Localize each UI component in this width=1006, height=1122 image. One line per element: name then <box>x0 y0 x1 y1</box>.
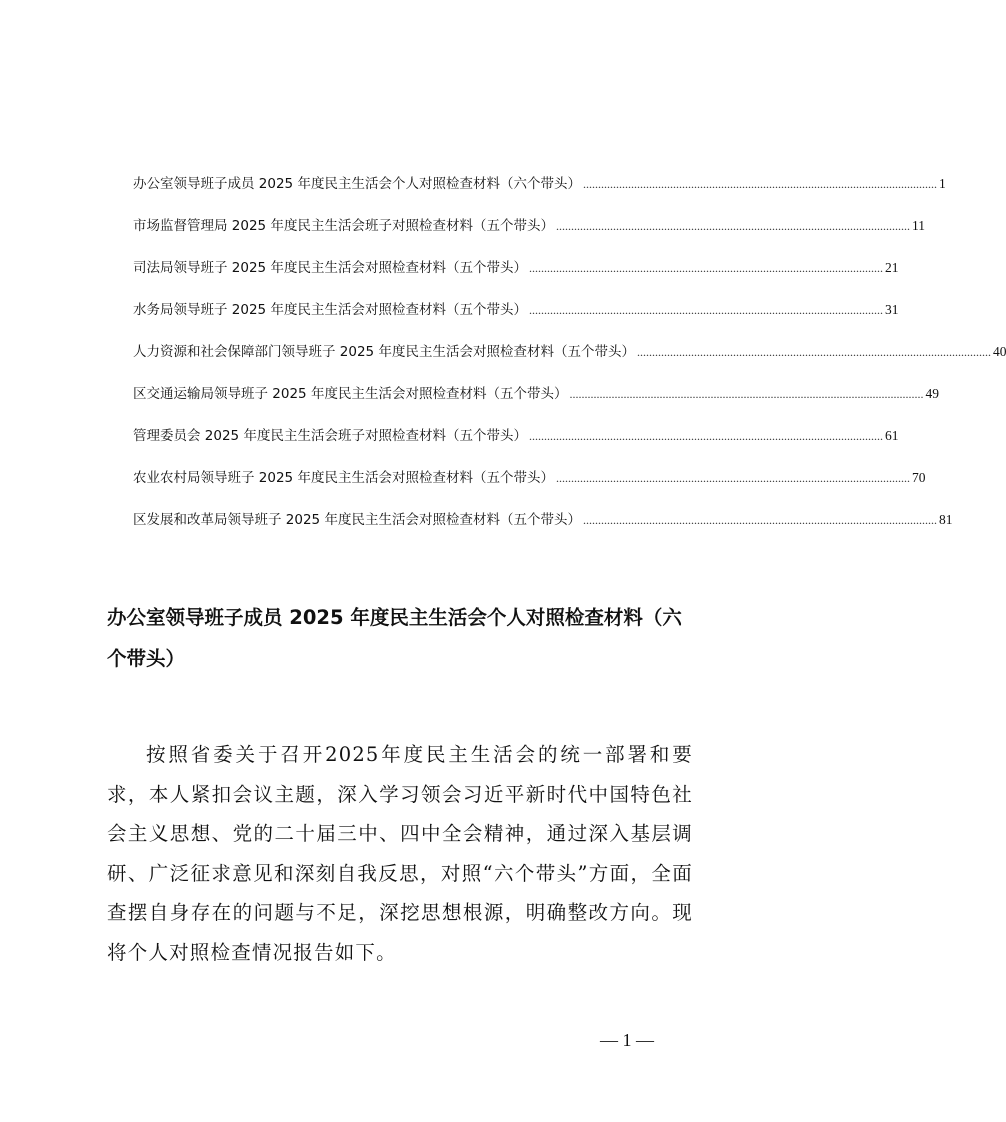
toc-entry-page: 61 <box>884 428 899 443</box>
toc-entry-page: 11 <box>911 218 925 233</box>
page-number: — 1 — <box>600 1030 654 1050</box>
body-paragraph: 按照省委关于召开2025年度民主生活会的统一部署和要求，本人紧扣会议主题，深入学习领会习近平新时代中国特色社会主义思想、党的二十届三中、四中全会精神，通过深入基层调研、广泛征求意见和深刻自我反思，对照“六个带头”方面，全面查摆自身存在的问题与不足，深挖思想根源，明确整改方向。现将个人对照检查情况报告如下。 <box>107 743 693 964</box>
toc-entry-page: 81 <box>938 512 953 527</box>
toc-leader-dots: ...................................................................................................................... <box>528 261 883 275</box>
toc-entry-title: 人力资源和社会保障部门领导班子 2025 年度民主生活会对照检查材料（五个带头） <box>133 344 635 360</box>
toc-entry-page: 70 <box>911 470 926 485</box>
toc-entry-page: 40 <box>992 344 1006 359</box>
toc-leader-dots: ...................................................................................................................... <box>569 387 924 401</box>
toc-entry-title: 农业农村局领导班子 2025 年度民主生活会对照检查材料（五个带头） <box>133 470 554 486</box>
document-heading: 办公室领导班子成员 2025 年度民主生活会个人对照检查材料（六个带头） <box>107 606 682 670</box>
toc-leader-dots: ...................................................................................................................... <box>582 513 937 527</box>
toc-entry[interactable] <box>133 172 946 214</box>
toc-leader-dots: ...................................................................................................................... <box>555 219 910 233</box>
toc-entry[interactable] <box>133 508 953 550</box>
toc-entry[interactable] <box>133 214 925 256</box>
toc-entry-title: 管理委员会 2025 年度民主生活会班子对照检查材料（五个带头） <box>133 428 527 444</box>
toc-entry-title: 市场监督管理局 2025 年度民主生活会班子对照检查材料（五个带头） <box>133 218 554 234</box>
toc-entry[interactable] <box>133 340 1006 382</box>
toc-entry-page: 21 <box>884 260 899 275</box>
table-of-contents <box>133 172 1006 550</box>
toc-entry[interactable] <box>133 256 899 298</box>
toc-entry[interactable] <box>133 298 899 340</box>
toc-entry[interactable] <box>133 382 939 424</box>
toc-entry-title: 司法局领导班子 2025 年度民主生活会对照检查材料（五个带头） <box>133 260 527 276</box>
toc-leader-dots: ...................................................................................................................... <box>555 471 910 485</box>
toc-entry-title: 办公室领导班子成员 2025 年度民主生活会个人对照检查材料（六个带头） <box>133 176 581 192</box>
toc-entry-title: 区交通运输局领导班子 2025 年度民主生活会对照检查材料（五个带头） <box>133 386 568 402</box>
toc-entry[interactable] <box>133 424 899 466</box>
toc-leader-dots: ...................................................................................................................... <box>528 303 883 317</box>
toc-leader-dots: ...................................................................................................................... <box>636 345 991 359</box>
toc-entry[interactable] <box>133 466 926 508</box>
toc-leader-dots: ...................................................................................................................... <box>582 177 937 191</box>
toc-entry-page: 31 <box>884 302 899 317</box>
toc-entry-page: 1 <box>938 176 946 191</box>
toc-entry-page: 49 <box>925 386 939 401</box>
toc-entry-title: 水务局领导班子 2025 年度民主生活会对照检查材料（五个带头） <box>133 302 527 318</box>
toc-leader-dots: ...................................................................................................................... <box>528 429 883 443</box>
toc-entry-title: 区发展和改革局领导班子 2025 年度民主生活会对照检查材料（五个带头） <box>133 512 581 528</box>
